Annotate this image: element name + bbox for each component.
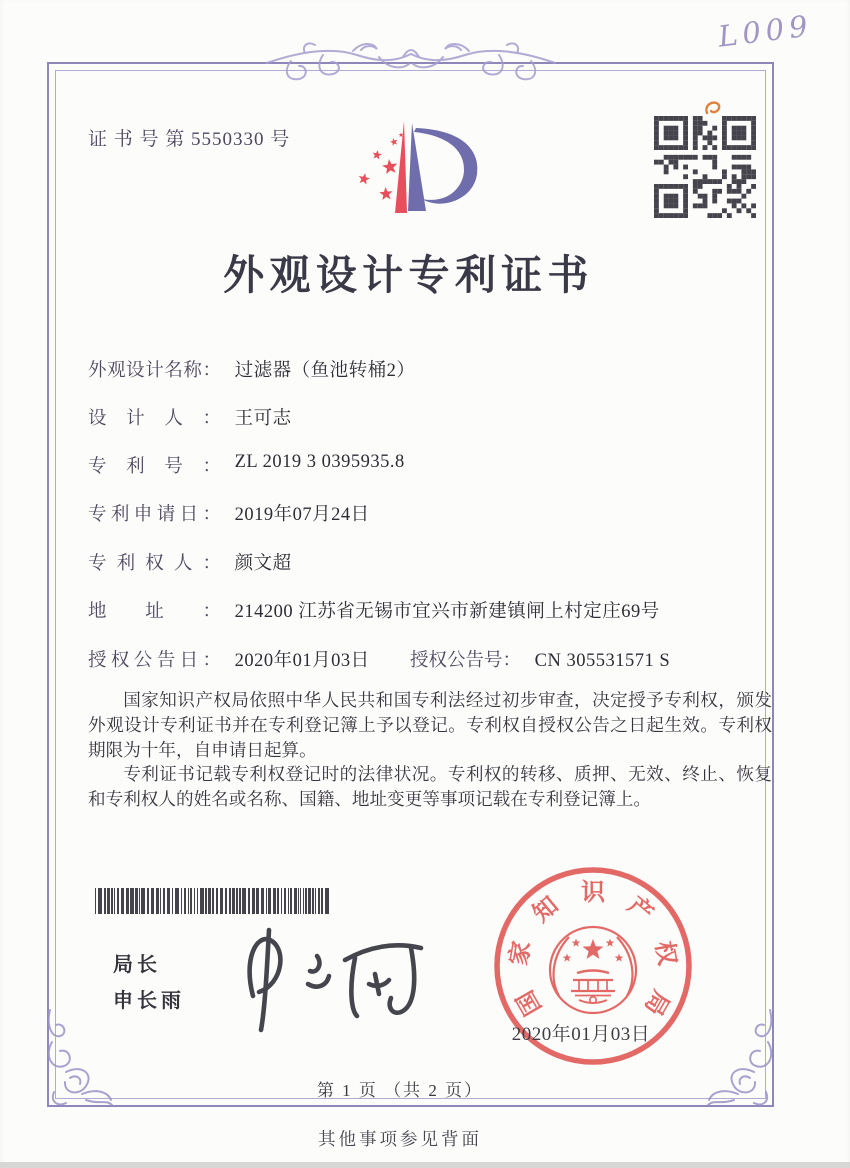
field-value: 王可志 [234, 409, 292, 429]
field-value: 颜文超 [234, 554, 292, 574]
field-label: 外观设计名称： [88, 361, 221, 381]
handwritten-note: L009 [716, 8, 815, 54]
field-row-grant-number [410, 646, 670, 672]
legal-paragraph-2: 专利证书记载专利权登记时的法律状况。专利权的转移、质押、无效、终止、恢复和专利权人的姓名或名称、国籍、地址变更等事项记载在专利登记簿上。 [88, 764, 772, 810]
signer-name: 申长雨 [113, 990, 185, 1012]
svg-text:识: 识 [581, 880, 605, 906]
svg-text:国: 国 [512, 985, 548, 1020]
field-label: 专利申请日： [88, 505, 221, 525]
footer-note: 其他事项参见背面 [318, 1129, 482, 1149]
signer-title: 局长 [113, 954, 161, 976]
field-row-address [88, 597, 660, 623]
field-label: 授权公告号： [410, 651, 522, 671]
scanner-edge-shadow [0, 1162, 850, 1168]
svg-text:产: 产 [622, 892, 658, 928]
field-row-grant-date [88, 646, 370, 672]
legal-paragraph-1: 国家知识产权局依照中华人民共和国专利法经过初步审查，决定授予专利权，颁发外观设计专利证书并在专利登记簿上予以登记。专利权自授权公告之日起生效。专利权期限为十年，自申请日起算。 [88, 690, 772, 760]
field-row-patent-number [88, 452, 405, 478]
field-label: 设计人： [88, 409, 221, 429]
certificate-border-inner [55, 70, 766, 1099]
field-value: 214200 江苏省无锡市宜兴市新建镇闸上村定庄69号 [234, 602, 660, 622]
field-row-design-name [88, 356, 415, 382]
field-value: 2020年01月03日 [234, 651, 370, 671]
field-value: 2019年07月24日 [234, 505, 370, 525]
field-value: 过滤器（鱼池转桶2） [234, 361, 416, 381]
page-number: 第 1 页 （共 2 页） [316, 1081, 484, 1100]
field-row-patentee [88, 549, 292, 575]
legal-body-text [88, 688, 772, 812]
svg-text:局: 局 [638, 985, 674, 1020]
field-label: 授权公告日： [88, 651, 221, 671]
field-label: 专利号： [88, 457, 221, 477]
field-row-filing-date [88, 500, 370, 526]
certificate-title: 外观设计专利证书 [223, 252, 594, 298]
seal-date: 2020年01月03日 [511, 1024, 651, 1045]
field-label: 专利权人： [88, 554, 221, 574]
field-row-designer [88, 404, 292, 430]
field-label: 地址： [88, 602, 221, 622]
field-value: CN 305531571 S [534, 651, 671, 671]
svg-text:知: 知 [528, 892, 564, 928]
svg-text:家: 家 [506, 939, 536, 968]
svg-text:权: 权 [650, 939, 680, 968]
certificate-number: 证 书 号 第 5550330 号 [88, 129, 291, 150]
field-value: ZL 2019 3 0395935.8 [234, 452, 405, 472]
